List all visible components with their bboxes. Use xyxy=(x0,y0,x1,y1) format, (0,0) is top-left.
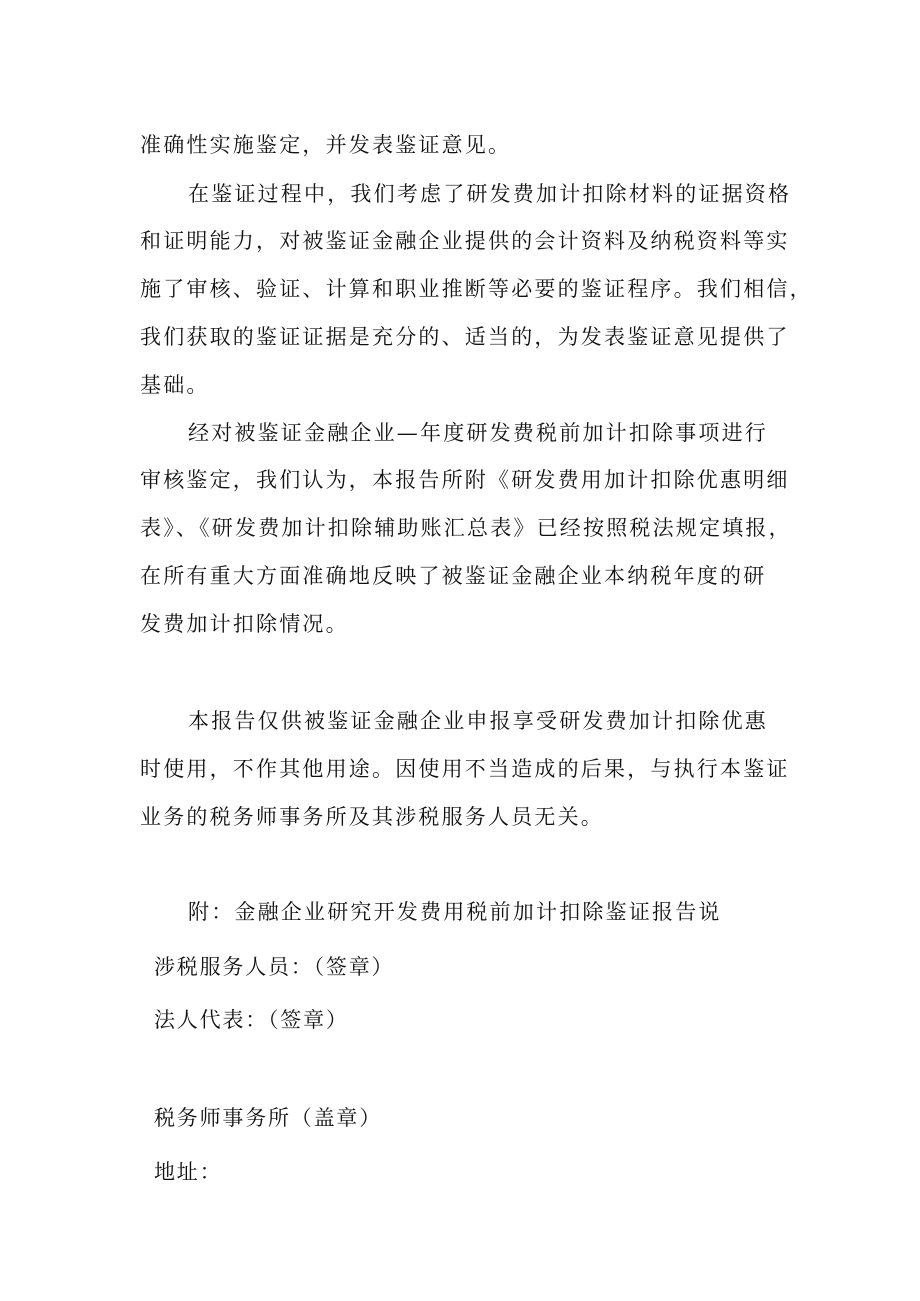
paragraph-2-line-4: 我们获取的鉴证证据是充分的、适当的，为发表鉴证意见提供了 xyxy=(140,325,790,349)
paragraph-4-line-3: 业务的税务师事务所及其涉税服务人员无关。 xyxy=(140,805,604,829)
tax-staff-signature: 涉税服务人员：（签章） xyxy=(154,955,395,979)
paragraph-4-line-2: 时使用，不作其他用途。因使用不当造成的后果，与执行本鉴证 xyxy=(140,757,790,781)
paragraph-4-line-1: 本报告仅供被鉴证金融企业申报享受研发费加计扣除优惠 xyxy=(188,709,768,733)
firm-seal: 税务师事务所（盖章） xyxy=(154,1106,382,1130)
paragraph-3-line-3: 表》、《研发费加计扣除辅助账汇总表》已经按照税法规定填报， xyxy=(140,516,792,540)
paragraph-2-line-1: 在鉴证过程中，我们考虑了研发费加计扣除材料的证据资格 xyxy=(188,182,792,206)
legal-rep-signature: 法人代表：（签章） xyxy=(154,1008,349,1032)
paragraph-3-line-2: 审核鉴定，我们认为，本报告所附《研发费用加计扣除优惠明细 xyxy=(140,468,790,492)
attachment-note: 附：金融企业研究开发费用税前加计扣除鉴证报告说 xyxy=(188,900,722,924)
paragraph-2-line-2: 和证明能力，对被鉴证金融企业提供的会计资料及纳税资料等实 xyxy=(140,229,790,253)
address-label: 地址： xyxy=(154,1160,223,1184)
paragraph-3-line-4: 在所有重大方面准确地反映了被鉴证金融企业本纳税年度的研 xyxy=(140,564,767,588)
paragraph-continuation: 准确性实施鉴定，并发表鉴证意见。 xyxy=(140,133,512,157)
paragraph-3-line-1: 经对被鉴证金融企业—年度研发费税前加计扣除事项进行 xyxy=(188,421,768,445)
paragraph-3-line-5: 发费加计扣除情况。 xyxy=(140,612,349,636)
paragraph-2-line-5: 基础。 xyxy=(140,373,210,397)
paragraph-2-line-3: 施了审核、验证、计算和职业推断等必要的鉴证程序。我们相信， xyxy=(140,277,813,301)
